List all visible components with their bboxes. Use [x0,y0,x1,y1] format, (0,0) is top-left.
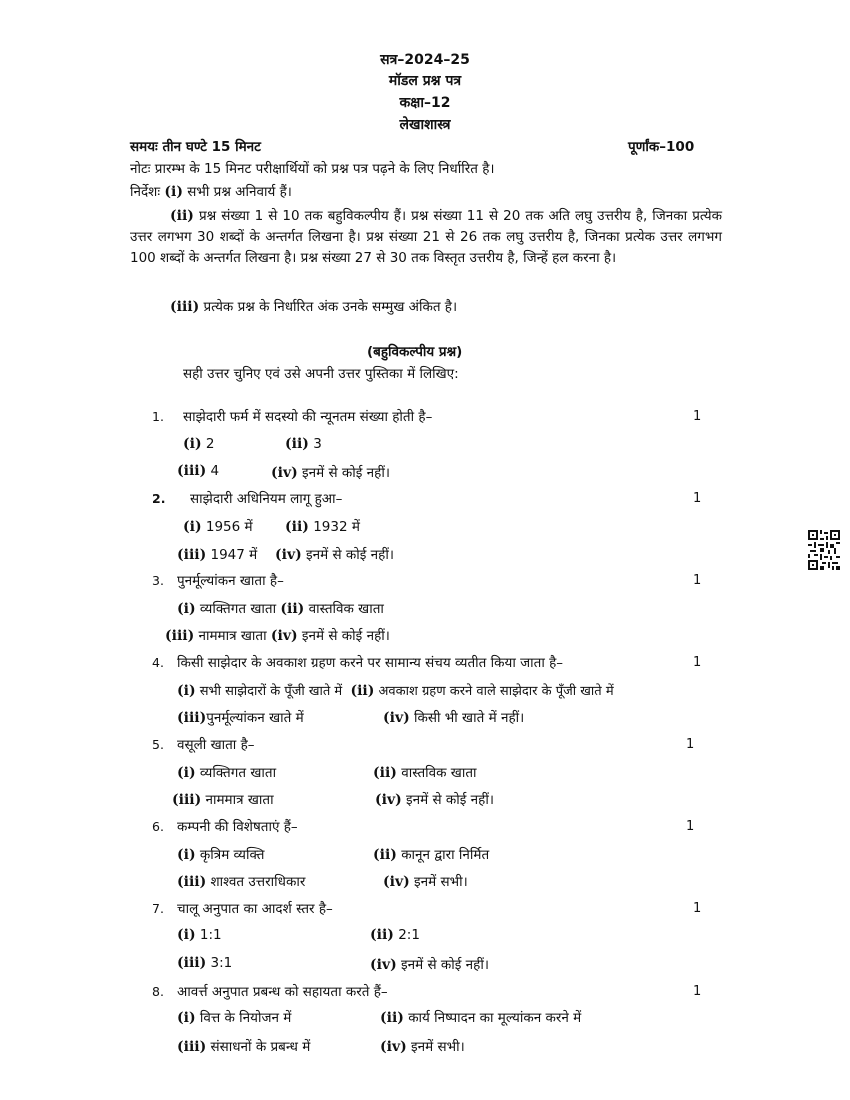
session-heading: सत्र–2024–25 [380,52,470,68]
option-text: 1:1 [199,927,222,943]
option-ii [370,927,420,943]
option-number: (i) [183,436,202,452]
option-number: (iv) [270,628,298,644]
option-ii [373,763,477,781]
question-marks: 1 [693,655,702,670]
paper-title: मॉडल प्रश्न पत्र [388,73,462,89]
question-text: आवर्त्त अनुपात प्रबन्ध को सहायता करते हैं– [177,984,388,1000]
question-text: किसी साझेदार के अवकाश ग्रहण करने पर सामान्य संचय व्यतीत किया जाता है– [177,655,564,671]
option-text: इनमें से कोई नहीं। [401,957,489,973]
option-iv [383,708,524,726]
option-ii [380,1008,581,1026]
option-text: 1956 में [205,519,253,535]
option-iii [177,708,304,726]
question-text: वसूली खाता है– [177,737,255,753]
instruction-iii-text: प्रत्येक प्रश्न के निर्धारित अंक उनके सम्मुख अंकित है। [203,299,458,315]
option-i [183,436,214,452]
option-iv [375,790,494,808]
option-i-ii [177,599,384,617]
section-heading: (बहुविकल्पीय प्रश्न) [367,344,463,360]
option-number: (i) [177,683,196,699]
option-number: (iv) [383,710,410,726]
option-i [177,763,276,781]
section-instruction: सही उत्तर चुनिए एवं उसे अपनी उत्तर पुस्तिका में लिखिए: [183,366,459,382]
option-iv [275,545,394,563]
question-text: पुनर्मूल्यांकन खाता है– [177,573,284,589]
option-number: (iv) [380,1039,407,1055]
option-number: (iii) [177,710,207,726]
option-number: (iv) [275,547,302,563]
option-text: संसाधनों के प्रबन्ध में [210,1039,311,1055]
option-text: कानून द्वारा निर्मित [401,847,490,863]
option-number: (iii) [165,628,195,644]
option-text: इनमें से कोई नहीं। [406,792,494,808]
option-iv [383,872,468,890]
option-number: (i) [177,1010,196,1026]
option-number: (iv) [370,957,397,973]
note-text: नोटः प्रारम्भ के 15 मिनट परीक्षार्थियों को प्रश्न पत्र पढ़ने के लिए निर्धारित है। [130,161,495,177]
instruction-label: निर्देशः [130,184,161,200]
question-number: 5. [152,737,164,752]
option-text: व्यक्तिगत खाता [199,765,277,781]
option-text: इनमें से कोई नहीं। [306,547,394,563]
option-number: (ii) [285,436,309,452]
option-number: (iv) [271,465,298,481]
question-text: कम्पनी की विशेषताएं हैं– [177,819,298,835]
option-iii [177,463,219,479]
time-label: समयः तीन घण्टे 15 मिनट [130,139,261,155]
option-i [177,845,264,863]
option-number: (iii) [177,1039,207,1055]
option-text: पुनर्मूल्यांकन खाते में [206,710,304,726]
option-number: (ii) [280,601,305,617]
option-iii-iv [165,626,390,644]
instruction-ii-text: प्रश्न संख्या 1 से 10 तक बहुविकल्पीय हैं। प्रश्न संख्या 11 से 20 तक अति लघु उत्तरीय है, जिनका प्रत्येक उत्तर लगभग 30 शब्दों के अन्तर्गत लिखना है। प्रश्न संख्या 21 से 26 तक लघु उत्तरीय है, जिनका प्रत्येक उत्तर लगभग 100 शब्दों के अन्तर्गत लिखना है। प्रश्न संख्या 27 से 30 तक विस्तृत उत्तरीय है, जिन्हें हल करना है। [130,208,722,266]
question-number: 1. [152,409,164,424]
question-text: चालू अनुपात का आदर्श स्तर है– [177,901,333,917]
option-ii [373,845,489,863]
option-text: नाममात्र खाता [205,792,274,808]
option-text: इनमें से कोई नहीं। [302,465,390,481]
option-iv [271,463,390,481]
option-text: इनमें सभी। [411,1039,465,1055]
option-text: कार्य निष्पादन का मूल्यांकन करने में [408,1010,582,1026]
option-text: किसी भी खाते में नहीं। [414,710,525,726]
option-number: (iii) [177,955,207,971]
option-text: 3 [313,436,322,452]
question-marks: 1 [693,491,702,506]
option-number: (iv) [383,874,410,890]
option-iii [177,872,305,890]
option-number: (i) [183,519,202,535]
question-marks: 1 [686,737,695,752]
option-text: कृत्रिम व्यक्ति [199,847,265,863]
option-number: (ii) [373,765,397,781]
option-text: वास्तविक खाता [308,601,384,617]
option-number: (iii) [177,463,207,479]
qr-code-icon [808,530,840,570]
option-i [177,1008,291,1026]
question-number: 3. [152,573,164,588]
option-text: 2:1 [398,927,420,943]
option-text: शाश्वत उत्तराधिकार [210,874,306,890]
option-ii [285,517,360,535]
option-number: (ii) [373,847,397,863]
option-text: 4 [210,463,220,479]
option-number: (iv) [375,792,402,808]
question-number: 4. [152,655,164,670]
option-text: इनमें से कोई नहीं। [301,628,390,644]
option-text: वित्त के नियोजन में [199,1010,292,1026]
question-marks: 1 [693,901,702,916]
option-number: (iii) [172,792,202,808]
option-text: 2 [205,436,215,452]
option-iii [177,545,257,563]
question-number: 7. [152,901,164,916]
option-number: (ii) [350,683,375,699]
max-marks-label: पूर्णांक–100 [628,139,695,155]
question-marks: 1 [693,984,702,999]
option-text: 3:1 [210,955,233,971]
option-i [183,517,253,535]
class-heading: कक्षा–12 [399,95,451,111]
instruction-i-number: (i) [164,184,183,200]
option-number: (ii) [380,1010,404,1026]
instruction-i [130,182,292,200]
question-number: 2. [152,491,166,506]
option-number: (iii) [177,547,207,563]
question-text: साझेदारी फर्म में सदस्यो की न्यूनतम संख्या होती है– [183,409,433,425]
instruction-i-text: सभी प्रश्न अनिवार्य हैं। [187,184,292,200]
question-marks: 1 [693,409,702,424]
option-number: (i) [177,847,196,863]
option-text: 1932 में [313,519,360,535]
question-number: 6. [152,819,164,834]
option-iii [177,955,232,971]
option-iv [370,955,489,973]
instruction-iii [170,297,457,315]
question-marks: 1 [693,573,702,588]
option-iii [172,790,274,808]
option-text: अवकाश ग्रहण करने वाले साझेदार के पूँजी खाते में [378,684,614,699]
instruction-ii [130,206,722,269]
option-text: व्यक्तिगत खाता [199,601,277,617]
option-number: (iii) [177,874,207,890]
question-number: 8. [152,984,164,999]
option-number: (i) [177,601,196,617]
option-text: सभी साझेदारों के पूँजी खाते में [199,684,343,699]
option-number: (i) [177,927,196,943]
question-marks: 1 [686,819,695,834]
option-number: (ii) [370,927,394,943]
option-text: वास्तविक खाता [401,765,477,781]
instruction-ii-number: (ii) [170,208,194,224]
option-i [177,927,222,943]
instruction-iii-number: (iii) [170,299,200,315]
option-i-ii [177,681,614,699]
subject-heading: लेखाशास्त्र [399,117,451,133]
option-iv [380,1037,465,1055]
option-text: नाममात्र खाता [198,628,267,644]
option-number: (i) [177,765,196,781]
option-ii [285,436,322,452]
option-text: इनमें सभी। [414,874,468,890]
option-iii [177,1037,310,1055]
option-text: 1947 में [210,547,258,563]
option-number: (ii) [285,519,309,535]
question-text: साझेदारी अधिनियम लागू हुआ– [190,491,343,507]
